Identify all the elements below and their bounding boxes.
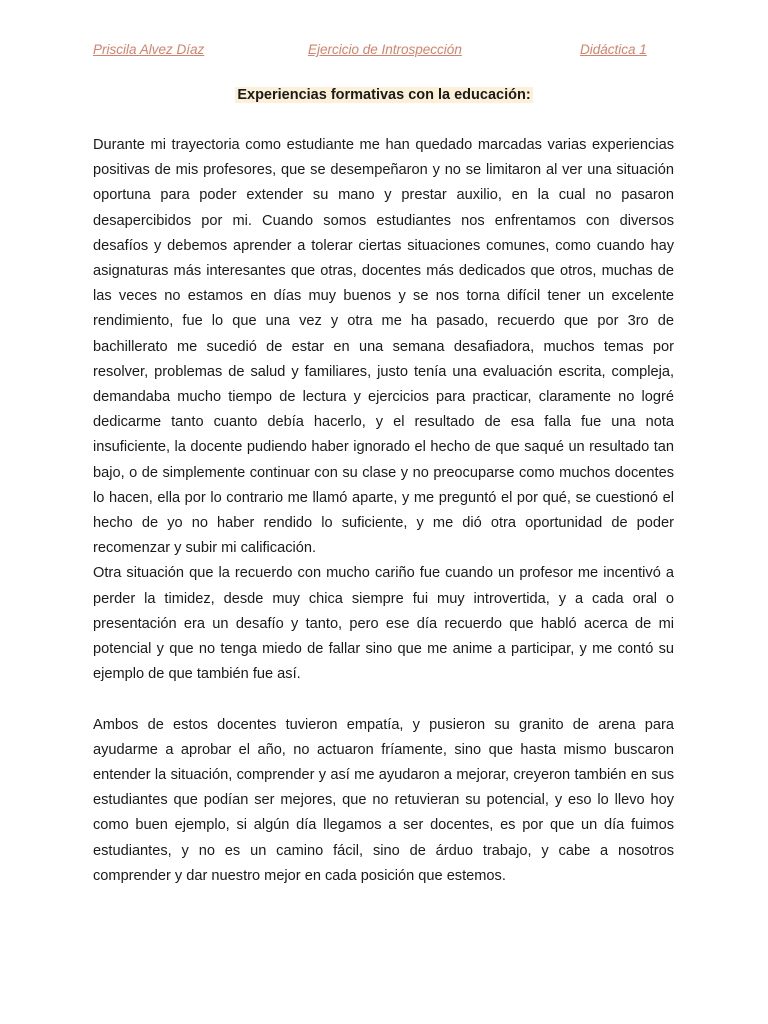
header-course: Didáctica 1 bbox=[580, 42, 647, 57]
paragraph-1: Durante mi trayectoria como estudiante me han quedado marcadas varias experiencias positivas de mis profesores, que se desempeñaron y no se limitaron al ver una situación oportuna para poder extender su mano y prestar auxilio, en la cual no pasaron desapercibidos por mi. Cuando somos estudiantes nos enfrentamos con diversos desafíos y debemos aprender a tolerar ciertas situaciones comunes, como cuando hay asignaturas más interesantes que otras, docentes más dedicados que otros, muchas de las veces no estamos en días muy buenos y se nos torna difícil tener un excelente rendimiento, fue lo que una vez y otra me ha pasado, recuerdo que por 3ro de bachillerato me sucedió de estar en una semana desafiadora, muchos temas por resolver, problemas de salud y familiares, justo tenía una evaluación escrita, compleja, demandaba mucho tiempo de lectura y ejercicios para practicar, claramente no logré dedicarme tanto cuanto debía hacerlo, y el resultado de esa falla fue una nota insuficiente, la docente pudiendo haber ignorado el hecho de que saqué un resultado tan bajo, o de simplemente continuar con su clase y no preocuparse como muchos docentes lo hacen, ella por lo contrario me llamó aparte, y me preguntó el por qué, se cuestionó el hecho de yo no haber rendido lo suficiente, y me dió otra oportunidad de poder recomenzar y subir mi calificación. bbox=[93, 137, 674, 557]
paragraph-2: Otra situación que la recuerdo con mucho cariño fue cuando un profesor me incentivó a perder la timidez, desde muy chica siempre fui muy introvertida, y a cada oral o presentación era un desafío y tanto, pero ese día recuerdo que habló acerca de mi potencial y que no tenga miedo de fallar sino que me anime a participar, y me contó su ejemplo de que también fue así. bbox=[93, 565, 674, 683]
document-title: Experiencias formativas con la educación: bbox=[237, 87, 531, 103]
paragraph-3: Ambos de estos docentes tuvieron empatía, y pusieron su granito de arena para ayudarme a aprobar el año, no actuaron fríamente, sino que hasta mismo buscaron entender la situación, comprender y así me ayudaron a mejorar, creyeron también en sus estudiantes que podían ser mejores, que no retuvieran su potencial, y eso lo llevo hoy como buen ejemplo, si algún día llegamos a ser docentes, es por que un día fuimos estudiantes, y no es un camino fácil, sino de árduo trabajo, y cabe a nosotros comprender y dar nuestro mejor en cada posición que estemos. bbox=[93, 716, 674, 884]
document-title-container bbox=[0, 87, 768, 103]
header-author: Priscila Alvez Díaz bbox=[93, 42, 205, 57]
paragraph-spacer bbox=[93, 687, 674, 712]
page-header bbox=[93, 42, 651, 62]
header-assignment: Ejercicio de Introspección bbox=[308, 42, 462, 57]
document-body bbox=[93, 133, 674, 889]
